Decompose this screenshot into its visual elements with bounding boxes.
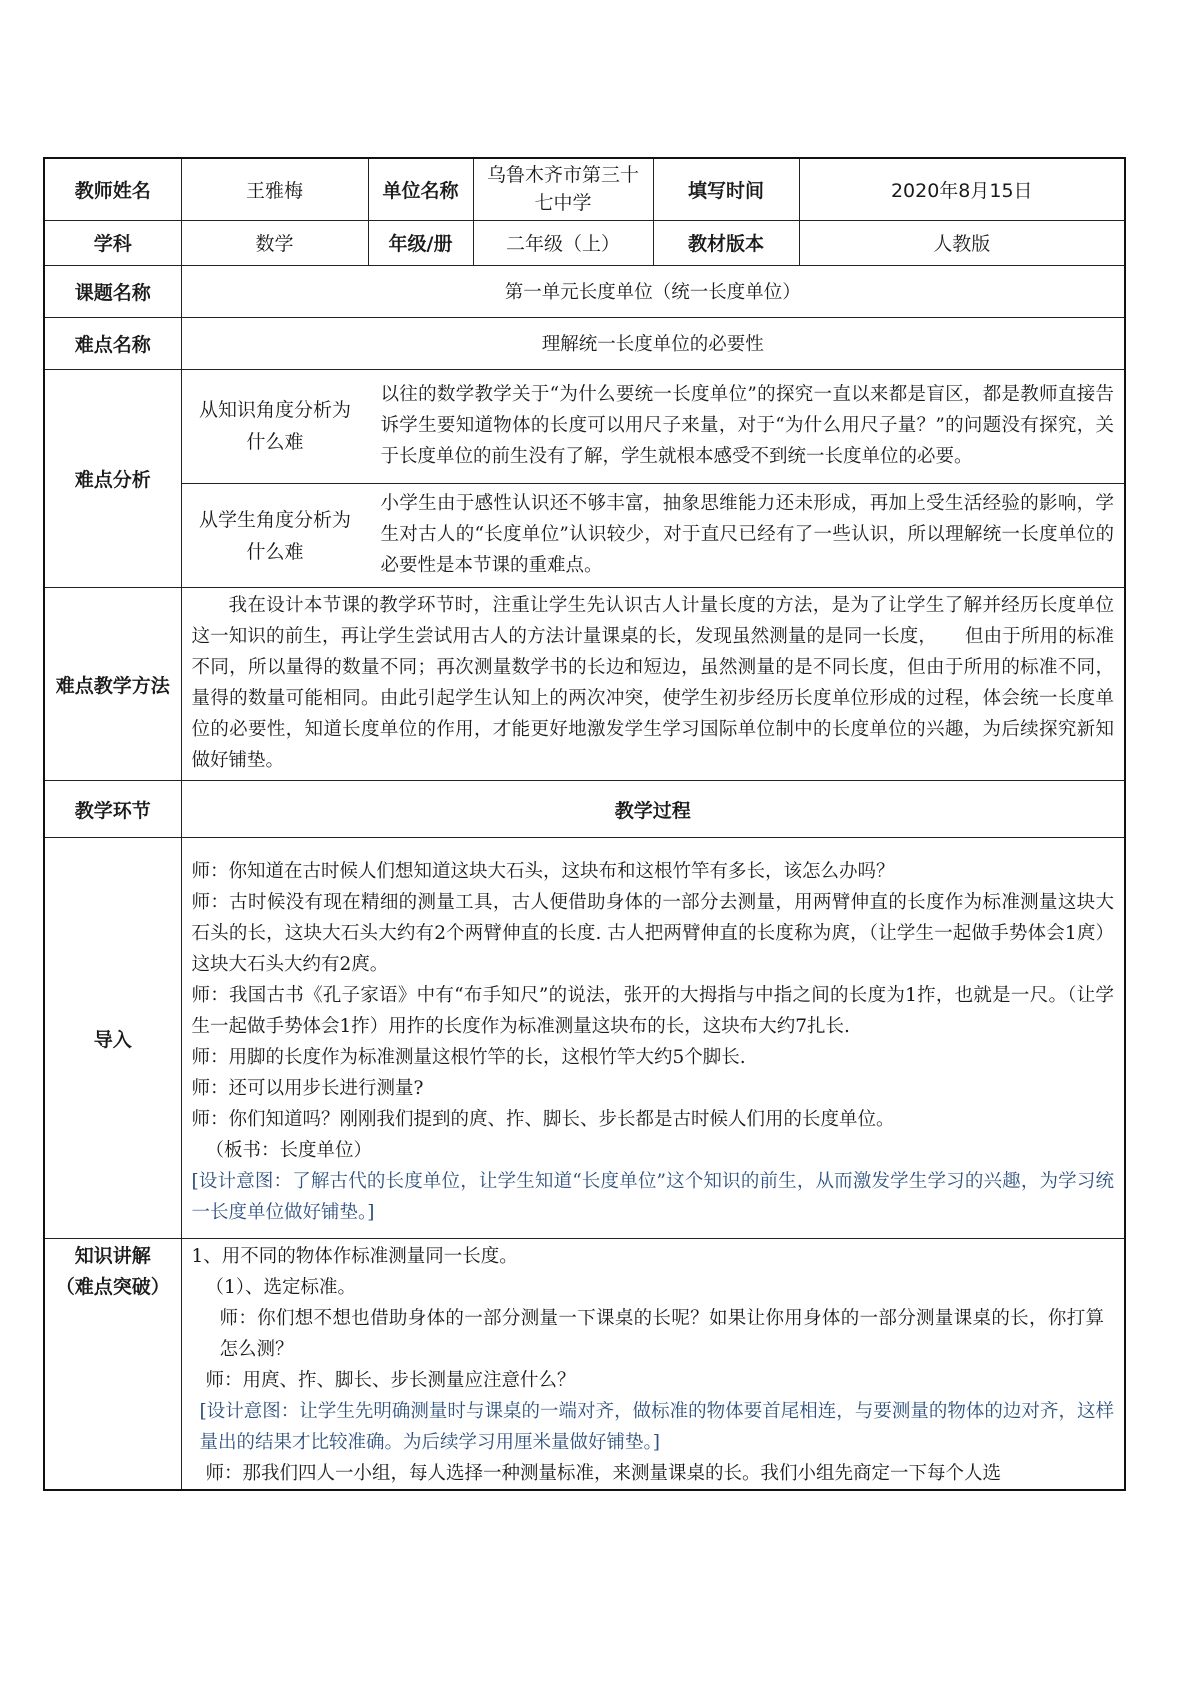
student-angle-label: 从学生角度分析为什么难 [182, 484, 369, 588]
teacher-name-label: 教师姓名 [44, 158, 181, 220]
analysis-label: 难点分析 [44, 369, 181, 588]
knowledge-step: 1、用不同的物体作标准测量同一长度。 [191, 1246, 518, 1267]
fill-date-label: 填写时间 [653, 158, 799, 220]
student-angle-text: 小学生由于感性认识还不够丰富，抽象思维能力还未形成，再加上受生活经验的影响，学生对古人的“长度单位”认识较少，对于直尺已经有了一些认识，所以理解统一长度单位的必要性是本节课的重难点。 [369, 484, 1125, 588]
knowledge-dialogue: 师：那我们四人一小组，每人选择一种测量标准，来测量课桌的长。我们小组先商定一下每个人选 [205, 1463, 1002, 1484]
board-note: （板书：长度单位） [205, 1140, 373, 1161]
intro-content [181, 838, 1125, 1239]
difficulty-row [44, 317, 1125, 369]
textbook-version-label: 教材版本 [653, 220, 799, 265]
topic-label: 课题名称 [44, 265, 181, 317]
info-row-1 [44, 158, 1125, 220]
info-row-2 [44, 220, 1125, 265]
method-text: 我在设计本节课的教学环节时，注重让学生先认识古人计量长度的方法，是为了让学生了解并经历长度单位这一知识的前生，再让学生尝试用古人的方法计量课桌的长，发现虽然测量的是同一长度， 但由于所用的标准不同，所以量得的数量不同；再次测量数学书的长边和短边，虽然测量的是不同长度，但由于所用的标准不同，量得的数量可能相同。由此引起学生认知上的两次冲突，使学生初步经历长度单位形成的过程，体会统一长度单位的必要性，知道长度单位的作用，才能更好地激发学生学习国际单位制中的长度单位的兴趣，为后续探究新知做好铺垫。 [181, 588, 1125, 781]
intro-line: 师：你知道在古时候人们想知道这块大石头，这块布和这根竹竿有多长，该怎么办吗？ [191, 861, 895, 882]
knowledge-label [44, 1239, 181, 1491]
knowledge-angle-text: 以往的数学教学关于“为什么要统一长度单位”的探究一直以来都是盲区，都是教师直接告诉学生要知道物体的长度可以用尺子来量，对于“为什么用尺子量？”的问题没有探究，关于长度单位的前生没有了解，学生就根本感受不到统一长度单位的必要。 [369, 370, 1125, 484]
knowledge-row [44, 1239, 1125, 1491]
fill-date-value: 2020年8月15日 [799, 158, 1125, 220]
process-header-value: 教学过程 [181, 781, 1125, 838]
knowledge-dialogue: 师：你们想不想也借助身体的一部分测量一下课桌的长呢？如果让你用身体的一部分测量课桌的长，你打算怎么测？ [219, 1308, 1104, 1360]
intro-line: 师：我国古书《孔子家语》中有“布手知尺”的说法，张开的大拇指与中指之间的长度为1拃，也就是一尺。（让学生一起做手势体会1拃）用拃的长度作为标准测量这块布的长，这块布大约7扎长. [191, 985, 1114, 1037]
knowledge-label-line2: （难点突破） [55, 1276, 170, 1298]
intro-label: 导入 [44, 838, 181, 1239]
lesson-plan-table [43, 157, 1126, 1491]
method-label: 难点教学方法 [44, 588, 181, 781]
analysis-subtable [182, 370, 1125, 588]
unit-name-label: 单位名称 [368, 158, 473, 220]
method-row [44, 588, 1125, 781]
grade-value: 二年级（上） [473, 220, 653, 265]
knowledge-design-intent: [设计意图：让学生先明确测量时与课桌的一端对齐，做标准的物体要首尾相连，与要测量的物体的边对齐，这样量出的结果才比较准确。为后续学习用厘米量做好铺垫。] [199, 1401, 1114, 1453]
topic-value: 第一单元长度单位（统一长度单位） [181, 265, 1125, 317]
knowledge-angle-row [182, 370, 1125, 484]
student-angle-row [182, 484, 1125, 588]
process-header-row [44, 781, 1125, 838]
textbook-version-value: 人教版 [799, 220, 1125, 265]
analysis-row [44, 369, 1125, 588]
grade-label: 年级/册 [368, 220, 473, 265]
stage-header-label: 教学环节 [44, 781, 181, 838]
knowledge-angle-label: 从知识角度分析为什么难 [182, 370, 369, 484]
knowledge-dialogue: 师：用庹、拃、脚长、步长测量应注意什么？ [205, 1370, 576, 1391]
teacher-name-value: 王雅梅 [181, 158, 368, 220]
knowledge-substep: （1）、选定标准。 [205, 1277, 357, 1298]
intro-line: 师：古时候没有现在精细的测量工具，古人便借助身体的一部分去测量，用两臂伸直的长度作为标准测量这块大石头的长，这块大石头大约有2个两臂伸直的长度. 古人把两臂伸直的长度称为庹，（让学生一起做手势体会1庹）这块大石头大约有2庹。 [191, 892, 1114, 975]
subject-label: 学科 [44, 220, 181, 265]
difficulty-value: 理解统一长度单位的必要性 [181, 317, 1125, 369]
intro-line: 师：用脚的长度作为标准测量这根竹竿的长，这根竹竿大约5个脚长. [191, 1047, 746, 1068]
difficulty-label: 难点名称 [44, 317, 181, 369]
topic-row [44, 265, 1125, 317]
subject-value: 数学 [181, 220, 368, 265]
intro-row [44, 838, 1125, 1239]
intro-design-intent: [设计意图：了解古代的长度单位，让学生知道“长度单位”这个知识的前生，从而激发学生学习的兴趣，为学习统一长度单位做好铺垫。] [191, 1171, 1114, 1223]
knowledge-content [181, 1239, 1125, 1491]
intro-line: 师：还可以用步长进行测量? [191, 1078, 424, 1099]
unit-name-value: 乌鲁木齐市第三十七中学 [473, 158, 653, 220]
lesson-plan-document [43, 157, 1124, 1491]
knowledge-label-line1: 知识讲解 [74, 1245, 151, 1267]
intro-line: 师：你们知道吗？刚刚我们提到的庹、拃、脚长、步长都是古时候人们用的长度单位。 [191, 1109, 895, 1130]
